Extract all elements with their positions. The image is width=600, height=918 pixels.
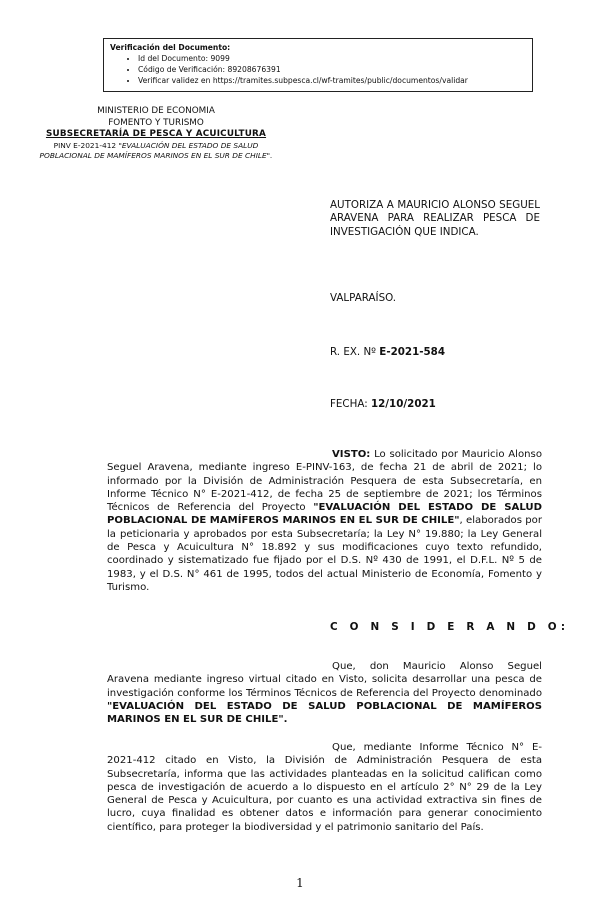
pinv-reference	[30, 141, 282, 161]
considerando-paragraph-2	[107, 741, 542, 834]
visto-text-2: , elaborados por la peticionaria y aprobados por esta Subsecretaría; la Ley N° 19.880; la Ley General de Pesca y Acuicultura N° 18.892 y sus modificaciones cuyo texto refundido, coordinado y sistematizado fue fijado por el D.S. Nº 430 de 1991, el D.F.L. Nº 5 de 1983, y el D.S. N° 461 de 1995, todos del actual Ministerio de Economía, Fomento y Turismo.	[107, 515, 542, 593]
verification-link[interactable]: • Verificar validez en https://tramites.subpesca.cl/wf-tramites/public/documentos/validar	[138, 75, 526, 86]
ministry-name: MINISTERIO DE ECONOMIA	[97, 106, 215, 116]
resolution-number	[330, 346, 540, 359]
page-number: 1	[296, 876, 304, 890]
pinv-title: "EVALUACIÓN DEL ESTADO DE SALUD POBLACIONAL DE MAMÍFEROS MARINOS EN EL SUR DE CHILE".	[39, 140, 273, 160]
visto-paragraph	[107, 448, 542, 594]
rex-value: E-2021-584	[379, 346, 446, 358]
resolution-date	[330, 398, 540, 411]
verification-code: • Código de Verificación: 89208676391	[138, 64, 526, 75]
visto-text-1: Lo solicitado por Mauricio Alonso Seguel Aravena, mediante ingreso E-PINV-163, de fecha 21 de abril de 2021; lo informado por la División de Administración Pesquera de esta Subsecretaría, en Informe Técnico N° E-2021-412, de fecha 25 de septiembre de 2021; los Términos Técnicos de Referencia del Proyecto	[107, 449, 542, 514]
rex-label: R. EX. Nº	[330, 346, 380, 358]
visto-label: VISTO:	[332, 449, 371, 460]
verification-list	[110, 53, 526, 86]
considerando-heading: C O N S I D E R A N D O:	[330, 621, 570, 633]
verification-title: Verificación del Documento:	[110, 43, 231, 52]
considerando-p1-bold: "EVALUACIÓN DEL ESTADO DE SALUD POBLACIONAL DE MAMÍFEROS MARINOS EN EL SUR DE CHILE".	[107, 700, 542, 726]
considerando-p1-text: Que, don Mauricio Alonso Seguel Aravena mediante ingreso virtual citado en Visto, solicita desarrollar una pesca de investigación conforme los Términos Técnicos de Referencia del Proyecto denominado	[107, 661, 542, 699]
fecha-value: 12/10/2021	[370, 398, 436, 410]
authorization-summary: AUTORIZA A MAURICIO ALONSO SEGUEL ARAVENA PARA REALIZAR PESCA DE INVESTIGACIÓN QUE INDICA.	[330, 199, 540, 238]
verification-box	[103, 38, 533, 92]
visto-project-title: "EVALUACIÓN DEL ESTADO DE SALUD POBLACIONAL DE MAMÍFEROS MARINOS EN EL SUR DE CHILE"	[107, 502, 542, 527]
subsecretaria-name: SUBSECRETARÍA DE PESCA Y ACUICULTURA	[45, 129, 267, 139]
verification-id: • Id del Documento: 9099	[138, 53, 526, 64]
ministry-name-2: FOMENTO Y TURISMO	[108, 117, 204, 128]
fecha-label: FECHA:	[330, 398, 371, 410]
considerando-paragraph-1	[107, 660, 542, 726]
pinv-code: PINV E-2021-412	[53, 140, 117, 150]
considerando-p2-text: Que, mediante Informe Técnico N° E-2021-412 citado en Visto, la División de Administración Pesquera de esta Subsecretaría, informa que las actividades planteadas en la solicitud califican como pesca de investigación de acuerdo a lo dispuesto en el artículo 2° N° 29 de la Ley General de Pesca y Acuicultura, por cuanto es una actividad extractiva sin fines de lucro, cuya finalidad es obtener datos e información para generar conocimiento científico, para proteger la biodiversidad y el patrimonio sanitario del País.	[107, 742, 542, 833]
city: VALPARAÍSO.	[330, 292, 397, 304]
letterhead	[30, 106, 282, 161]
